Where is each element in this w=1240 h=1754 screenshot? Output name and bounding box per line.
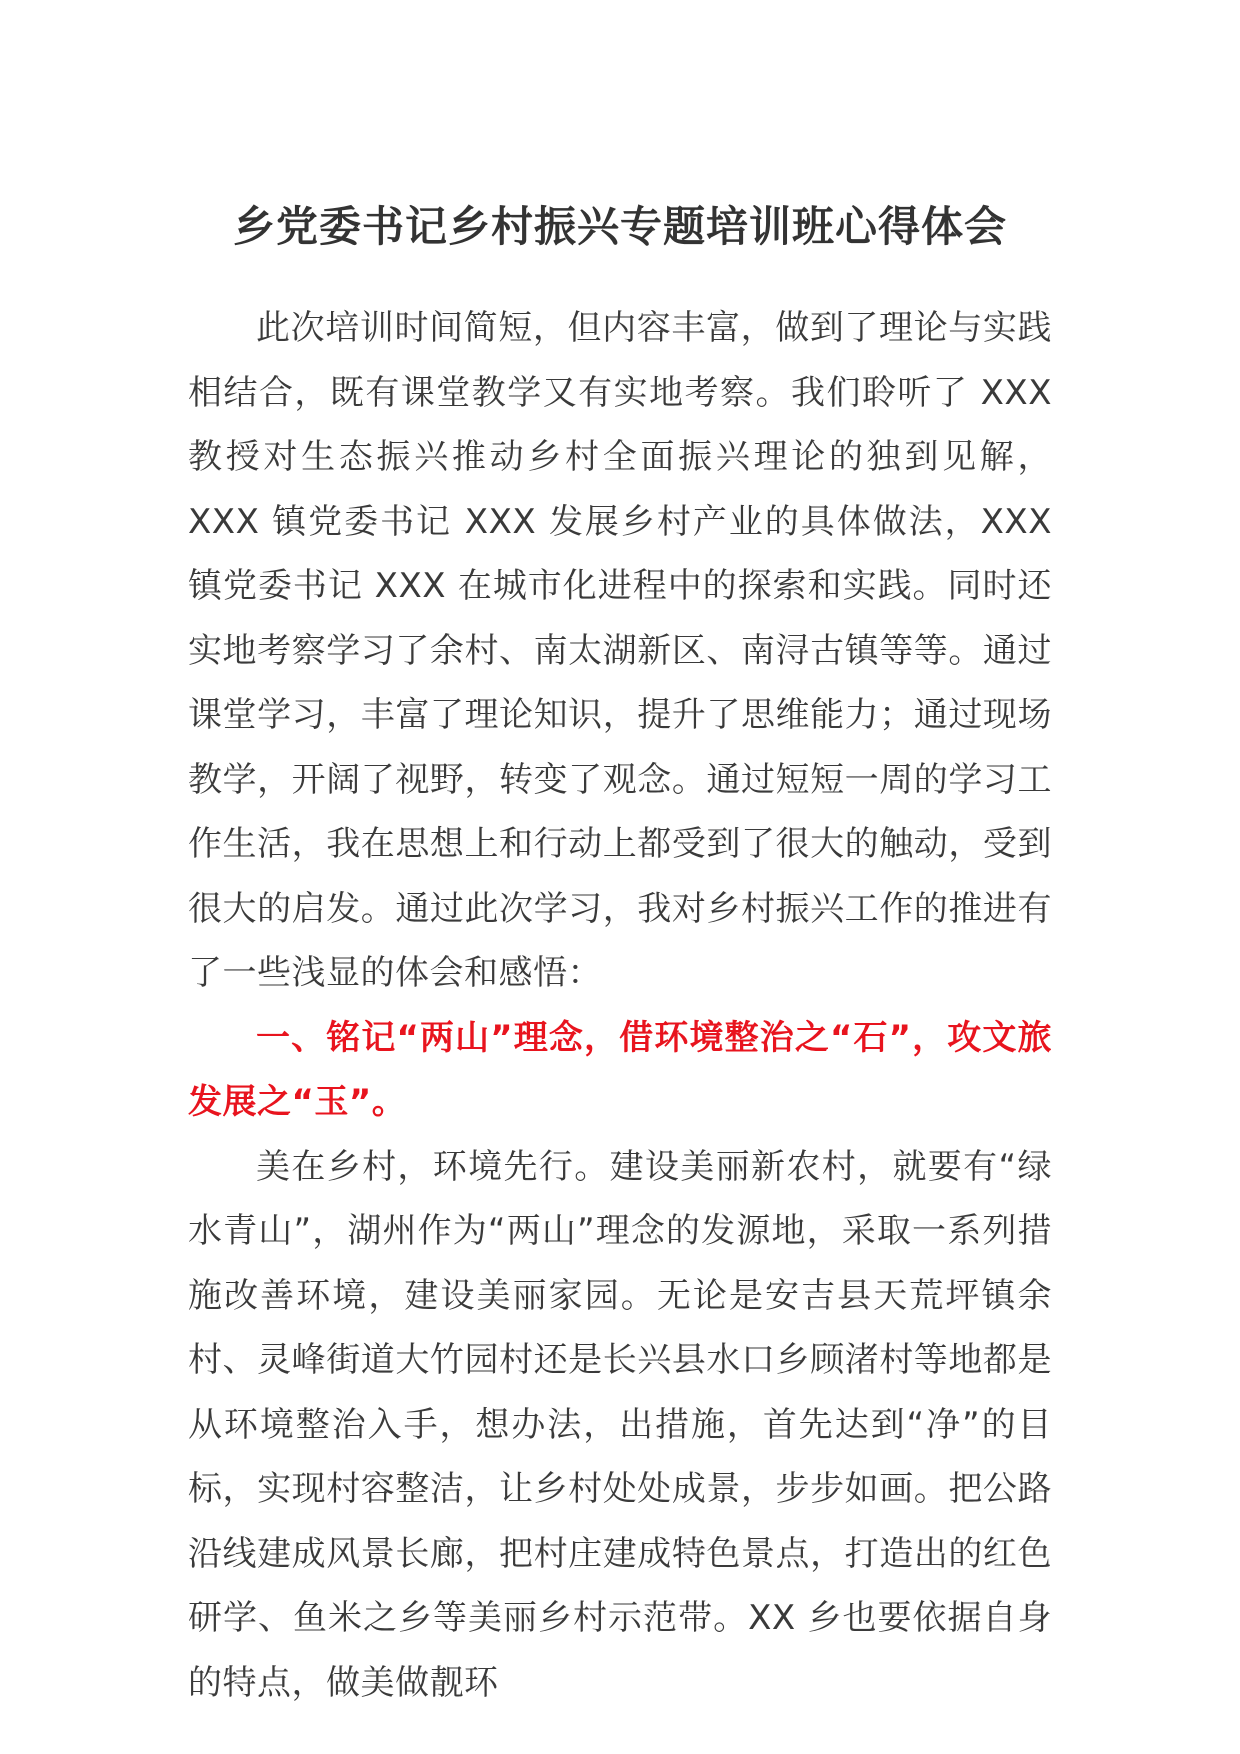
document-title: 乡党委书记乡村振兴专题培训班心得体会 xyxy=(232,202,1007,251)
section-heading-1: 一、铭记“两山”理念，借环境整治之“石”，攻文旅发展之“玉”。 xyxy=(188,1017,1052,1122)
intro-paragraph: 此次培训时间简短，但内容丰富，做到了理论与实践相结合，既有课堂教学又有实地考察。我们聆听了 XXX 教授对生态振兴推动乡村全面振兴理论的独到见解，XXX 镇党委书记 XXX 发展乡村产业的具体做法，XXX 镇党委书记 XXX 在城市化进程中的探索和实践。同时还实地考察学习了余村、南太湖新区、南浔古镇等等。通过课堂学习，丰富了理论知识，提升了思维能力；通过现场教学，开阔了视野，转变了观念。通过短短一周的学习工作生活，我在思想上和行动上都受到了很大的触动，受到很大的启发。通过此次学习，我对乡村振兴工作的推进有了一些浅显的体会和感悟： xyxy=(188,308,1052,993)
document-page xyxy=(188,196,1052,1715)
section-1-paragraph: 美在乡村，环境先行。建设美丽新农村，就要有“绿水青山”，湖州作为“两山”理念的发源地，采取一系列措施改善环境，建设美丽家园。无论是安吉县天荒坪镇余村、灵峰街道大竹园村还是长兴县水口乡顾渚村等地都是从环境整治入手，想办法，出措施，首先达到“净”的目标，实现村容整洁，让乡村处处成景，步步如画。把公路沿线建成风景长廊，把村庄建成特色景点，打造出的红色研学、鱼米之乡等美丽乡村示范带。XX 乡也要依据自身的特点，做美做靓环 xyxy=(188,1146,1052,1703)
